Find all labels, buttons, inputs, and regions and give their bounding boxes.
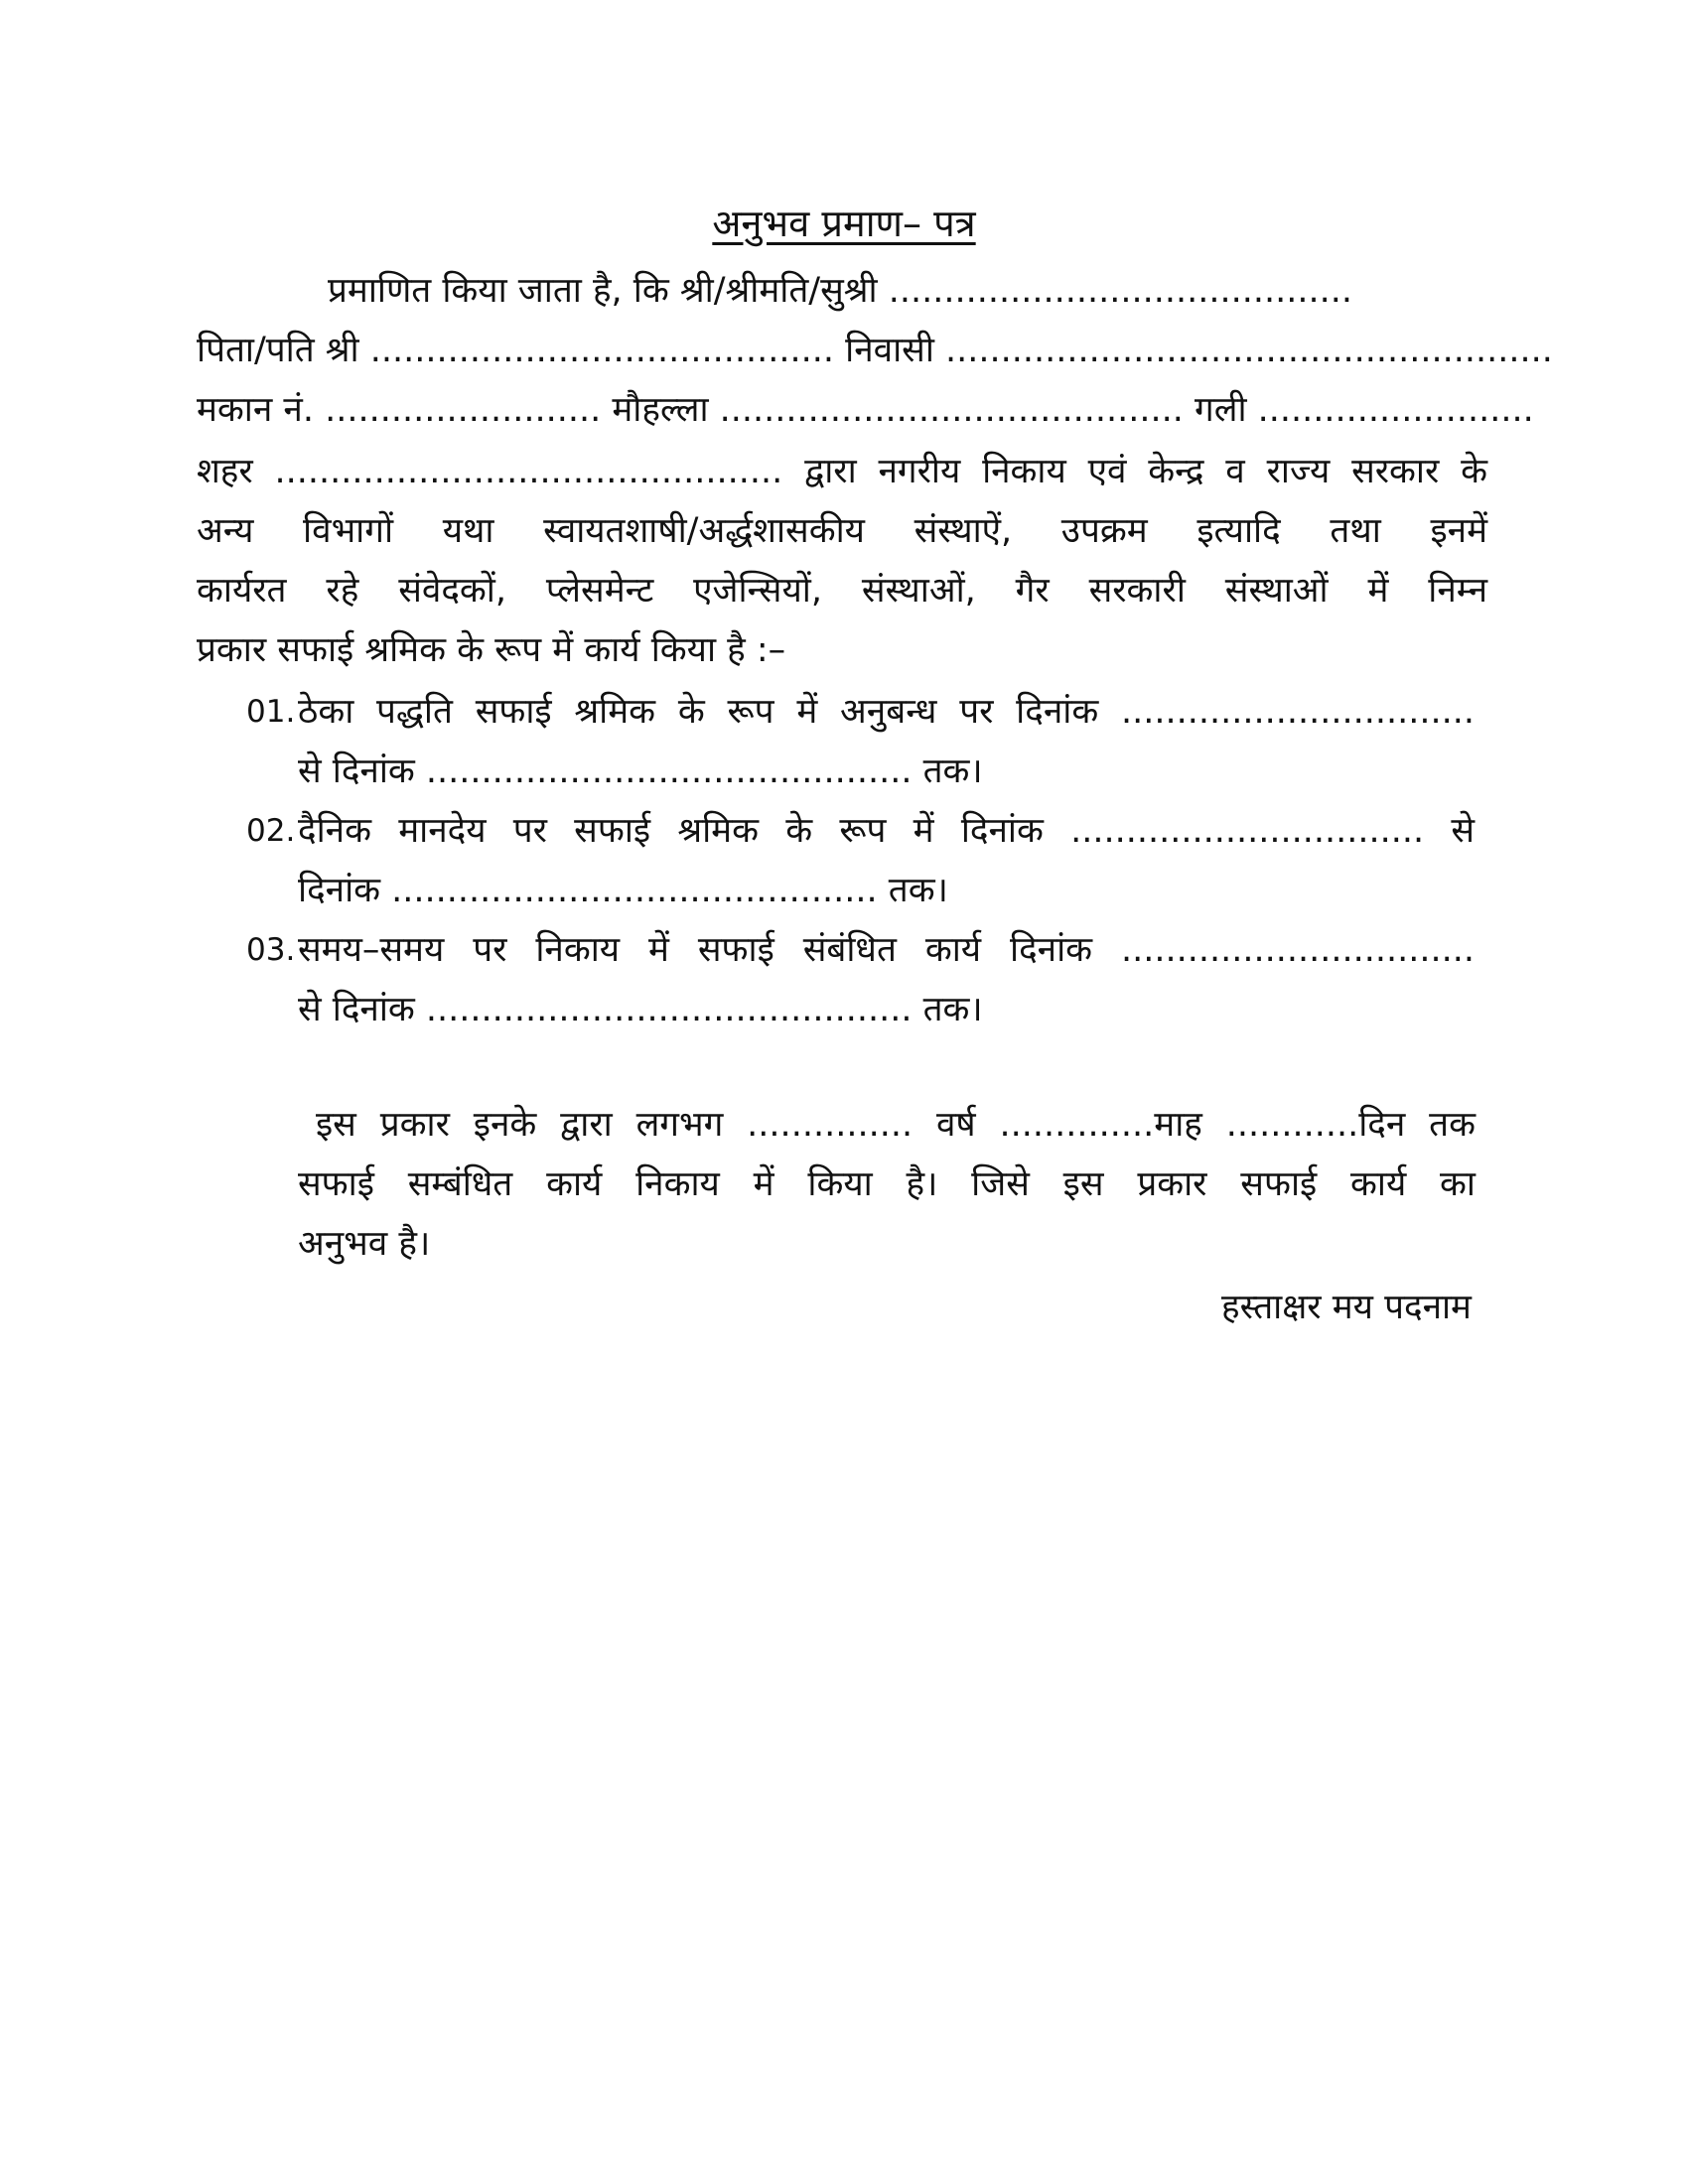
item-line-1: दैनिक मानदेय पर सफाई श्रमिक के रूप में दिनांक ................................ से bbox=[298, 811, 1475, 851]
item-line-2: दिनांक ............................................ तक। bbox=[298, 871, 948, 910]
summary-line-3: अनुभव है। bbox=[298, 1224, 431, 1264]
item-line-1: समय–समय पर निकाय में सफाई संबंधित कार्य दिनांक ................................ bbox=[298, 930, 1475, 970]
intro-line-6: कार्यरत रहे संवेदकों, प्लेसमेन्ट एजेन्सियों, संस्थाओं, गैर सरकारी संस्थाओं में निम्न bbox=[197, 571, 1487, 611]
summary-line-1: इस प्रकार इनके द्वारा लगभग ............... वर्ष ..............माह ............दिन तक bbox=[316, 1105, 1476, 1145]
intro-line-7: प्रकार सफाई श्रमिक के रूप में कार्य किया है :– bbox=[197, 630, 786, 670]
item-number: 03. bbox=[246, 932, 296, 968]
intro-line-1: प्रमाणित किया जाता है, कि श्री/श्रीमति/सुश्री .......................................... bbox=[328, 271, 1352, 311]
item-line-2: से दिनांक ............................................ तक। bbox=[298, 751, 983, 791]
intro-line-3: मकान नं. ......................... मौहल्ला .......................................... गली ......................... bbox=[197, 390, 1534, 430]
item-number: 01. bbox=[246, 694, 296, 730]
intro-line-5: अन्य विभागों यथा स्वायतशाषी/अर्द्धशासकीय संस्थाऐं, उपक्रम इत्यादि तथा इनमें bbox=[197, 511, 1487, 551]
document-title: अनुभव प्रमाण– पत्र bbox=[712, 202, 976, 245]
summary-line-2: सफाई सम्बंधित कार्य निकाय में किया है। जिसे इस प्रकार सफाई कार्य का bbox=[298, 1164, 1476, 1204]
item-line-2: से दिनांक ............................................ तक। bbox=[298, 990, 983, 1029]
signature-label: हस्ताक्षर मय पदनाम bbox=[1221, 1288, 1472, 1327]
intro-line-4: शहर .............................................. द्वारा नगरीय निकाय एवं केन्द्र व राज्य सरकार के bbox=[197, 452, 1487, 491]
intro-line-2: पिता/पति श्री .......................................... निवासी ....................................................... bbox=[197, 331, 1553, 370]
item-number: 02. bbox=[246, 813, 296, 849]
item-line-1: ठेका पद्धति सफाई श्रमिक के रूप में अनुबन्ध पर दिनांक ................................ bbox=[298, 692, 1475, 732]
